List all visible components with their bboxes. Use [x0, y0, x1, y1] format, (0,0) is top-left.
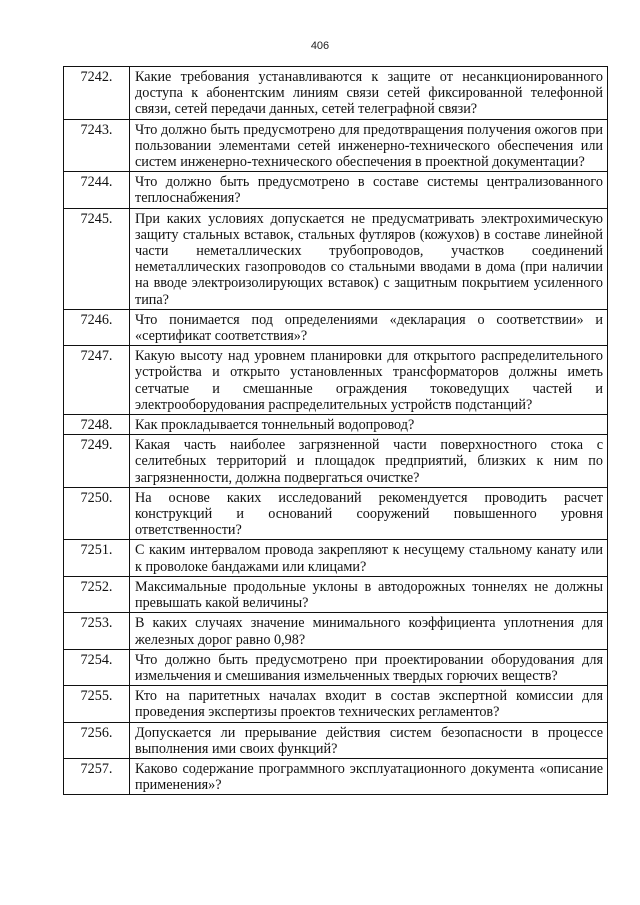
question-number: 7251.: [64, 540, 130, 576]
page-number: 406: [310, 40, 330, 52]
question-text: Какую высоту над уровнем планировки для открытого распределительного устройства и открыто установленных трансформаторов должны иметь сетчатые и смешанные ограждения токоведущих частей и электрооборудования распределительных устройств подстанций?: [130, 346, 608, 415]
table-row: [64, 649, 608, 685]
question-text: Что понимается под определениями «декларация о соответствии» и «сертификат соответствия»?: [130, 309, 608, 345]
table-row: [64, 309, 608, 345]
question-number: 7252.: [64, 576, 130, 612]
question-number: 7257.: [64, 758, 130, 794]
question-number: 7243.: [64, 119, 130, 172]
table-row: [64, 346, 608, 415]
question-text: Что должно быть предусмотрено для предотвращения получения ожогов при пользовании элементами сетей инженерно-технического обеспечения или систем инженерно-технического обеспечения в проектной документации?: [130, 119, 608, 172]
question-text: Какие требования устанавливаются к защите от несанкционированного доступа к абонентским линиям связи сетей фиксированной телефонной связи, сетей передачи данных, сетей телеграфной связи?: [130, 67, 608, 120]
question-text: В каких случаях значение минимального коэффициента уплотнения для железных дорог равно 0,98?: [130, 613, 608, 649]
question-text: Что должно быть предусмотрено при проектировании оборудования для измельчения и смешивания измельченных твердых горючих веществ?: [130, 649, 608, 685]
question-number: 7247.: [64, 346, 130, 415]
table-row: [64, 540, 608, 576]
question-text: Что должно быть предусмотрено в составе системы централизованного теплоснабжения?: [130, 172, 608, 208]
question-number: 7254.: [64, 649, 130, 685]
table-row: [64, 67, 608, 120]
table-row: [64, 435, 608, 488]
question-text: Какая часть наиболее загрязненной части поверхностного стока с селитебных территорий и площадок предприятий, близких к ним по загрязненности, должна подвергаться очистке?: [130, 435, 608, 488]
question-number: 7242.: [64, 67, 130, 120]
question-number: 7256.: [64, 722, 130, 758]
table-row: [64, 576, 608, 612]
question-text: На основе каких исследований рекомендуется проводить расчет конструкций и оснований сооружений повышенного уровня ответственности?: [130, 487, 608, 540]
table-row: [64, 722, 608, 758]
question-number: 7245.: [64, 208, 130, 309]
question-number: 7246.: [64, 309, 130, 345]
questions-table: [63, 66, 608, 795]
question-text: Каково содержание программного эксплуатационного документа «описание применения»?: [130, 758, 608, 794]
table-row: [64, 613, 608, 649]
question-number: 7255.: [64, 686, 130, 722]
table-row: [64, 415, 608, 435]
question-number: 7253.: [64, 613, 130, 649]
question-number: 7249.: [64, 435, 130, 488]
question-number: 7250.: [64, 487, 130, 540]
question-text: Кто на паритетных началах входит в состав экспертной комиссии для проведения экспертизы проектов технических регламентов?: [130, 686, 608, 722]
table-row: [64, 686, 608, 722]
question-text: Допускается ли прерывание действия систем безопасности в процессе выполнения ими своих функций?: [130, 722, 608, 758]
table-row: [64, 487, 608, 540]
question-number: 7248.: [64, 415, 130, 435]
table-row: [64, 172, 608, 208]
question-text: С каким интервалом провода закрепляют к несущему стальному канату или к проволоке бандажами или клицами?: [130, 540, 608, 576]
table-row: [64, 119, 608, 172]
table-row: [64, 758, 608, 794]
question-text: При каких условиях допускается не предусматривать электрохимическую защиту стальных вставок, стальных футляров (кожухов) в составе линейной части неметаллических трубопроводов, участков соединений неметаллических газопроводов со стальными вводами в дома (при наличии на вводе электроизолирующих вставок) с защитным покрытием усиленного типа?: [130, 208, 608, 309]
question-text: Максимальные продольные уклоны в автодорожных тоннелях не должны превышать какой величины?: [130, 576, 608, 612]
question-text: Как прокладывается тоннельный водопровод?: [130, 415, 608, 435]
table-row: [64, 208, 608, 309]
question-number: 7244.: [64, 172, 130, 208]
